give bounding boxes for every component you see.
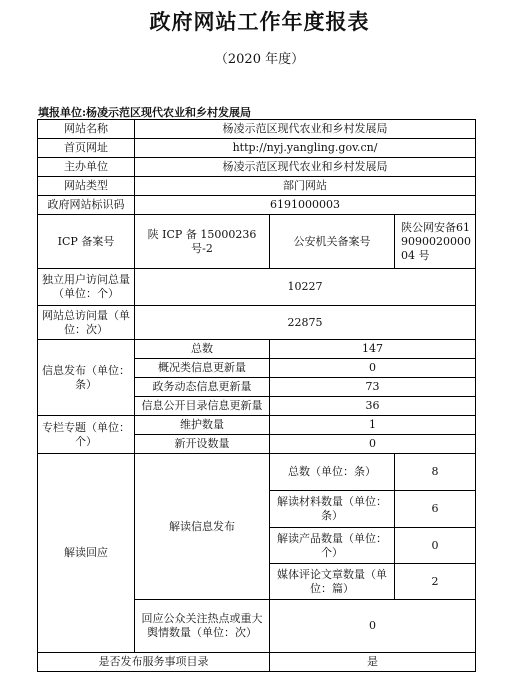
visits-label: 网站总访问量（单位：次） — [38, 306, 135, 340]
interpret-media-value: 2 — [395, 564, 476, 600]
site-code-value: 6191000003 — [135, 196, 476, 215]
homepage-label: 首页网址 — [38, 139, 135, 158]
topics-maintain-value: 1 — [270, 416, 476, 435]
visitors-label: 独立用户访问总量（单位：个） — [38, 269, 135, 306]
info-release-label: 信息发布（单位：条） — [38, 340, 135, 416]
interpret-product-label: 解读产品数量（单位：个） — [270, 528, 395, 564]
info-total-label: 总数 — [135, 340, 270, 359]
site-type-value: 部门网站 — [135, 177, 476, 196]
sponsor-label: 主办单位 — [38, 158, 135, 177]
report-title: 政府网站工作年度报表 — [149, 9, 370, 34]
info-catalog-label: 信息公开目录信息更新量 — [135, 397, 270, 416]
table-row — [38, 416, 476, 435]
hotspot-value: 0 — [270, 600, 476, 653]
info-news-value: 73 — [270, 378, 476, 397]
topics-label: 专栏专题（单位：个） — [38, 416, 135, 454]
visits-value: 22875 — [135, 306, 476, 340]
topics-new-value: 0 — [270, 435, 476, 454]
interpret-material-label: 解读材料数量（单位：条） — [270, 491, 395, 528]
homepage-value: http://nyj.yangling.gov.cn/ — [135, 139, 476, 158]
sponsor-value: 杨凌示范区现代农业和乡村发展局 — [135, 158, 476, 177]
topics-maintain-label: 维护数量 — [135, 416, 270, 435]
table-row — [38, 269, 476, 306]
service-catalog-value: 是 — [270, 653, 476, 672]
table-row — [38, 454, 476, 491]
site-code-label: 政府网站标识码 — [38, 196, 135, 215]
site-type-label: 网站类型 — [38, 177, 135, 196]
table-row — [38, 306, 476, 340]
info-catalog-value: 36 — [270, 397, 476, 416]
interpret-publish-label: 解读信息发布 — [135, 454, 270, 600]
interpret-media-label: 媒体评论文章数量（单位：篇） — [270, 564, 395, 600]
site-name-value: 杨凌示范区现代农业和乡村发展局 — [135, 120, 476, 139]
topics-new-label: 新开设数量 — [135, 435, 270, 454]
interpret-total-value: 8 — [395, 454, 476, 491]
table-row — [38, 340, 476, 359]
table-row — [38, 215, 476, 269]
interpret-product-value: 0 — [395, 528, 476, 564]
police-record-value: 陕公网安备61909002000004 号 — [395, 215, 476, 269]
report-table — [37, 119, 476, 672]
visitors-value: 10227 — [135, 269, 476, 306]
reporting-unit: 填报单位:杨凌示范区现代农业和乡村发展局 — [38, 106, 252, 119]
hotspot-label: 回应公众关注热点或重大舆情数量（单位：次） — [135, 600, 270, 653]
icp-value: 陕 ICP 备 15000236 号-2 — [135, 215, 270, 269]
interpret-label: 解读回应 — [38, 454, 135, 653]
police-record-label: 公安机关备案号 — [270, 215, 395, 269]
interpret-total-label: 总数（单位：条） — [270, 454, 395, 491]
table-row — [38, 653, 476, 672]
icp-label: ICP 备案号 — [38, 215, 135, 269]
table-row — [38, 120, 476, 139]
table-row — [38, 158, 476, 177]
interpret-material-value: 6 — [395, 491, 476, 528]
info-overview-label: 概况类信息更新量 — [135, 359, 270, 378]
report-year: （2020 年度） — [214, 52, 305, 67]
info-overview-value: 0 — [270, 359, 476, 378]
site-name-label: 网站名称 — [38, 120, 135, 139]
info-total-value: 147 — [270, 340, 476, 359]
service-catalog-label: 是否发布服务事项目录 — [38, 653, 270, 672]
table-row — [38, 177, 476, 196]
table-row — [38, 139, 476, 158]
table-row — [38, 196, 476, 215]
info-news-label: 政务动态信息更新量 — [135, 378, 270, 397]
